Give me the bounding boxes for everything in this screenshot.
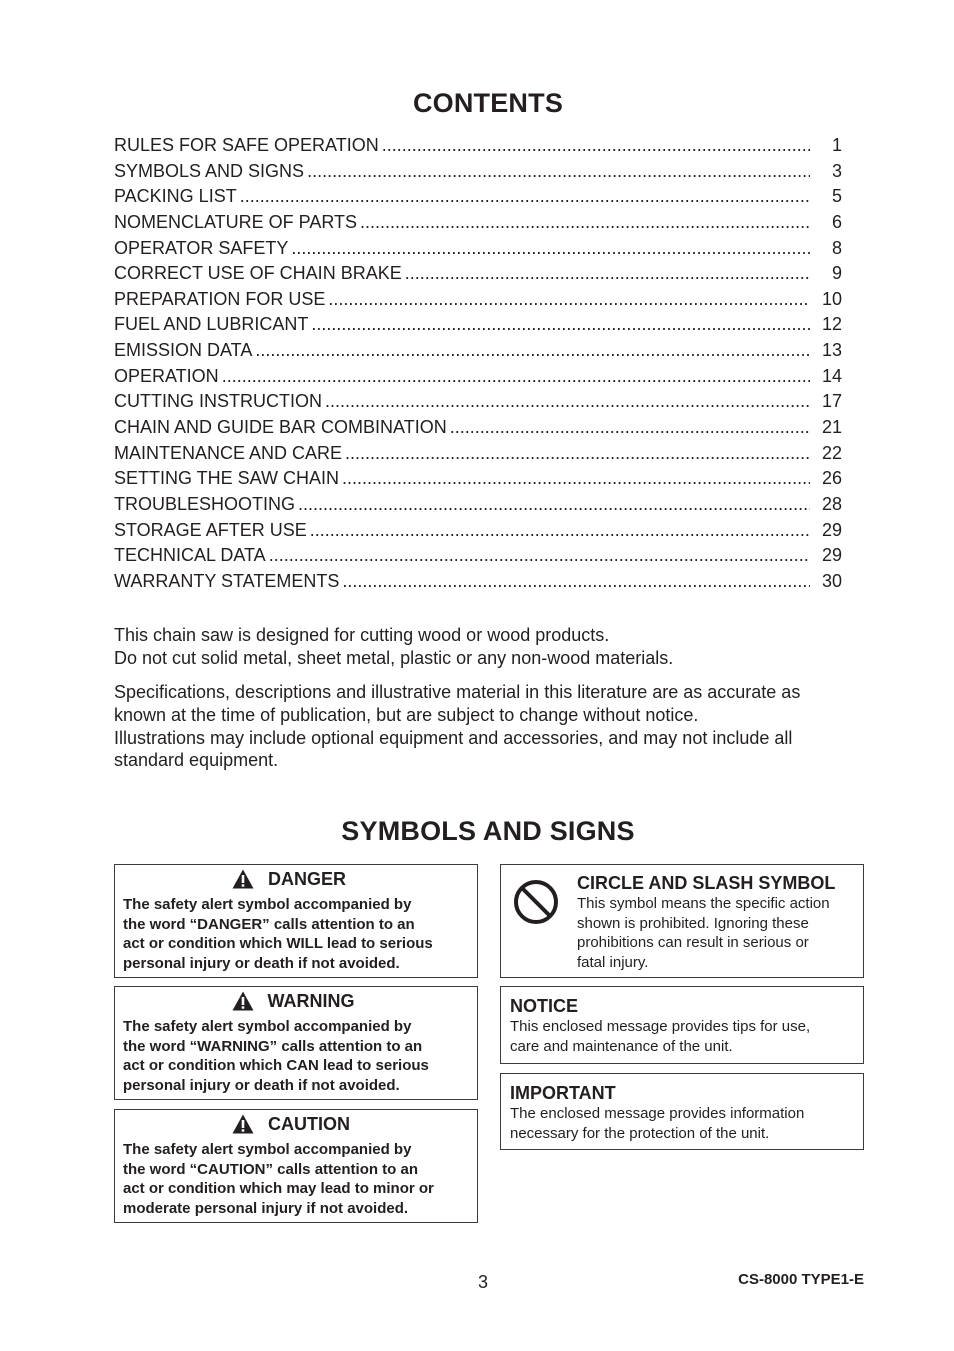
toc-entry bbox=[114, 338, 842, 364]
toc-entry-page: 10 bbox=[821, 288, 842, 309]
toc-entry bbox=[114, 312, 842, 338]
notice-sign-box bbox=[500, 986, 864, 1064]
toc-leader-dots bbox=[298, 492, 810, 517]
danger-sign-box bbox=[114, 864, 478, 978]
important-content bbox=[510, 1082, 858, 1143]
toc-leader-dots bbox=[325, 389, 810, 414]
warning-description bbox=[115, 1017, 477, 1095]
caution-description bbox=[115, 1140, 477, 1218]
toc-entry bbox=[114, 287, 842, 313]
model-code: CS-8000 TYPE1-E bbox=[738, 1271, 864, 1288]
description-line: act or condition which CAN lead to serious bbox=[123, 1057, 429, 1074]
notice-content bbox=[510, 995, 858, 1056]
toc-entry-title: WARRANTY STATEMENTS bbox=[114, 570, 340, 591]
toc-leader-dots bbox=[382, 133, 810, 158]
toc-entry bbox=[114, 389, 842, 415]
circle-slash-icon bbox=[513, 879, 559, 925]
toc-entry-title: MAINTENANCE AND CARE bbox=[114, 442, 343, 463]
description-line: moderate personal injury if not avoided. bbox=[123, 1199, 409, 1217]
notice-description bbox=[510, 1017, 858, 1056]
toc-entry-title: CUTTING INSTRUCTION bbox=[114, 391, 322, 412]
description-line: act or condition which WILL lead to serious bbox=[123, 935, 433, 952]
toc-entry-page: 30 bbox=[821, 570, 842, 591]
toc-entry-page: 14 bbox=[821, 365, 842, 386]
description-line: the word “DANGER” calls attention to an bbox=[123, 915, 415, 933]
toc-leader-dots bbox=[360, 210, 810, 235]
toc-entry-page: 12 bbox=[821, 314, 842, 335]
description-line: act or condition which may lead to minor or bbox=[123, 1180, 434, 1197]
description-line: The safety alert symbol accompanied by bbox=[123, 1141, 412, 1158]
description-line: care and maintenance of the unit. bbox=[510, 1037, 733, 1055]
paragraph-line: Illustrations may include optional equipment and accessories, and may not include all bbox=[114, 727, 793, 748]
description-line: The enclosed message provides information bbox=[510, 1105, 805, 1122]
description-line: prohibitions can result in serious or bbox=[577, 934, 809, 951]
danger-description bbox=[115, 895, 477, 973]
caution-label: CAUTION bbox=[268, 1113, 350, 1134]
toc-entry-title: OPERATOR SAFETY bbox=[114, 237, 289, 258]
circle-slash-content bbox=[577, 872, 861, 972]
toc-leader-dots bbox=[255, 338, 810, 363]
page-number: 3 bbox=[478, 1272, 489, 1292]
toc-leader-dots bbox=[291, 236, 810, 261]
toc-leader-dots bbox=[269, 543, 810, 568]
toc-entry-title: CORRECT USE OF CHAIN BRAKE bbox=[114, 263, 402, 284]
toc-entry-title: PACKING LIST bbox=[114, 186, 237, 207]
description-line: necessary for the protection of the unit. bbox=[510, 1124, 770, 1142]
toc-leader-dots bbox=[222, 364, 810, 389]
toc-entry-title: EMISSION DATA bbox=[114, 340, 253, 361]
toc-entry-page: 29 bbox=[821, 519, 842, 540]
toc-leader-dots bbox=[311, 312, 810, 337]
toc-entry-page: 5 bbox=[831, 186, 842, 207]
toc-entry-page: 17 bbox=[821, 391, 842, 412]
toc-leader-dots bbox=[450, 415, 810, 440]
toc-entry-title: CHAIN AND GUIDE BAR COMBINATION bbox=[114, 417, 447, 438]
toc-entry-page: 6 bbox=[831, 211, 842, 232]
toc-entry bbox=[114, 518, 842, 544]
symbols-title: SYMBOLS AND SIGNS bbox=[341, 816, 635, 846]
description-line: the word “CAUTION” calls attention to an bbox=[123, 1160, 419, 1178]
toc-entry bbox=[114, 236, 842, 262]
toc-entry bbox=[114, 543, 842, 569]
paragraph-line: Specifications, descriptions and illustrative material in this literature are as accurate as bbox=[114, 682, 801, 702]
paragraph-line: This chain saw is designed for cutting wood or wood products. bbox=[114, 625, 610, 645]
toc-entry bbox=[114, 184, 842, 210]
toc-entry-page: 1 bbox=[831, 135, 842, 155]
toc-entry-page: 9 bbox=[831, 263, 842, 284]
toc-entry-page: 8 bbox=[831, 237, 842, 258]
description-line: fatal injury. bbox=[577, 953, 649, 971]
toc-leader-dots bbox=[342, 466, 810, 491]
toc-entry-title: FUEL AND LUBRICANT bbox=[114, 314, 309, 335]
description-line: The safety alert symbol accompanied by bbox=[123, 1018, 412, 1035]
toc-entry-title: TECHNICAL DATA bbox=[114, 545, 266, 566]
toc-entry-title: SETTING THE SAW CHAIN bbox=[114, 468, 340, 489]
description-line: personal injury or death if not avoided. bbox=[123, 1076, 400, 1094]
toc-entry-page: 29 bbox=[821, 545, 842, 566]
contents-title: CONTENTS bbox=[412, 88, 564, 118]
toc-entry-title: STORAGE AFTER USE bbox=[114, 519, 307, 540]
toc-entry bbox=[114, 364, 842, 390]
description-line: This enclosed message provides tips for use, bbox=[510, 1018, 811, 1035]
caution-sign-box bbox=[114, 1109, 478, 1223]
danger-header bbox=[115, 868, 477, 890]
warning-label: WARNING bbox=[267, 990, 355, 1011]
toc-leader-dots bbox=[240, 184, 810, 209]
important-sign-box bbox=[500, 1073, 864, 1150]
paragraph-line: Do not cut solid metal, sheet metal, plastic or any non-wood materials. bbox=[114, 647, 674, 668]
important-label: IMPORTANT bbox=[510, 1083, 616, 1103]
toc-entry bbox=[114, 210, 842, 236]
toc-entry-title: OPERATION bbox=[114, 365, 219, 386]
toc-entry bbox=[114, 261, 842, 287]
warning-header bbox=[115, 990, 477, 1012]
toc-leader-dots bbox=[328, 287, 810, 312]
toc-entry-page: 28 bbox=[821, 493, 842, 514]
toc-entry-page: 3 bbox=[831, 160, 842, 181]
description-line: shown is prohibited. Ignoring these bbox=[577, 914, 809, 932]
toc-leader-dots bbox=[345, 441, 810, 466]
description-line: This symbol means the specific action bbox=[577, 895, 830, 912]
circle-slash-sign-box bbox=[500, 864, 864, 978]
notice-label: NOTICE bbox=[510, 996, 579, 1016]
toc-entry bbox=[114, 415, 842, 441]
description-line: personal injury or death if not avoided. bbox=[123, 954, 400, 972]
toc-entry-page: 22 bbox=[821, 442, 842, 463]
toc-entry bbox=[114, 441, 842, 467]
toc-leader-dots bbox=[310, 518, 810, 543]
table-of-contents bbox=[114, 133, 842, 595]
intended-use-paragraph bbox=[114, 624, 854, 670]
toc-leader-dots bbox=[342, 569, 810, 594]
toc-entry-title: SYMBOLS AND SIGNS bbox=[114, 160, 305, 181]
paragraph-line: standard equipment. bbox=[114, 750, 279, 771]
safety-alert-triangle-icon bbox=[232, 1114, 254, 1134]
description-line: the word “WARNING” calls attention to an bbox=[123, 1037, 423, 1055]
toc-entry-title: NOMENCLATURE OF PARTS bbox=[114, 211, 358, 232]
caution-header bbox=[115, 1113, 477, 1135]
circle-slash-description bbox=[577, 894, 861, 972]
toc-entry-title: RULES FOR SAFE OPERATION bbox=[114, 135, 379, 155]
warning-sign-box bbox=[114, 986, 478, 1100]
safety-alert-triangle-icon bbox=[232, 869, 254, 889]
toc-entry bbox=[114, 492, 842, 518]
toc-entry bbox=[114, 133, 842, 159]
toc-entry-page: 13 bbox=[821, 340, 842, 361]
important-description bbox=[510, 1104, 858, 1143]
toc-entry-page: 21 bbox=[821, 417, 842, 438]
toc-leader-dots bbox=[307, 159, 810, 184]
toc-entry-page: 26 bbox=[821, 468, 842, 489]
description-line: The safety alert symbol accompanied by bbox=[123, 896, 412, 913]
toc-entry bbox=[114, 569, 842, 595]
toc-entry-title: TROUBLESHOOTING bbox=[114, 493, 296, 514]
safety-alert-triangle-icon bbox=[232, 991, 254, 1011]
toc-entry-title: PREPARATION FOR USE bbox=[114, 288, 326, 309]
danger-label: DANGER bbox=[267, 868, 346, 889]
circle-slash-label: CIRCLE AND SLASH SYMBOL bbox=[577, 873, 836, 893]
toc-leader-dots bbox=[405, 261, 810, 286]
paragraph-line: known at the time of publication, but are subject to change without notice. bbox=[114, 704, 699, 725]
toc-entry bbox=[114, 466, 842, 492]
specifications-paragraph bbox=[114, 681, 854, 772]
toc-entry bbox=[114, 159, 842, 185]
